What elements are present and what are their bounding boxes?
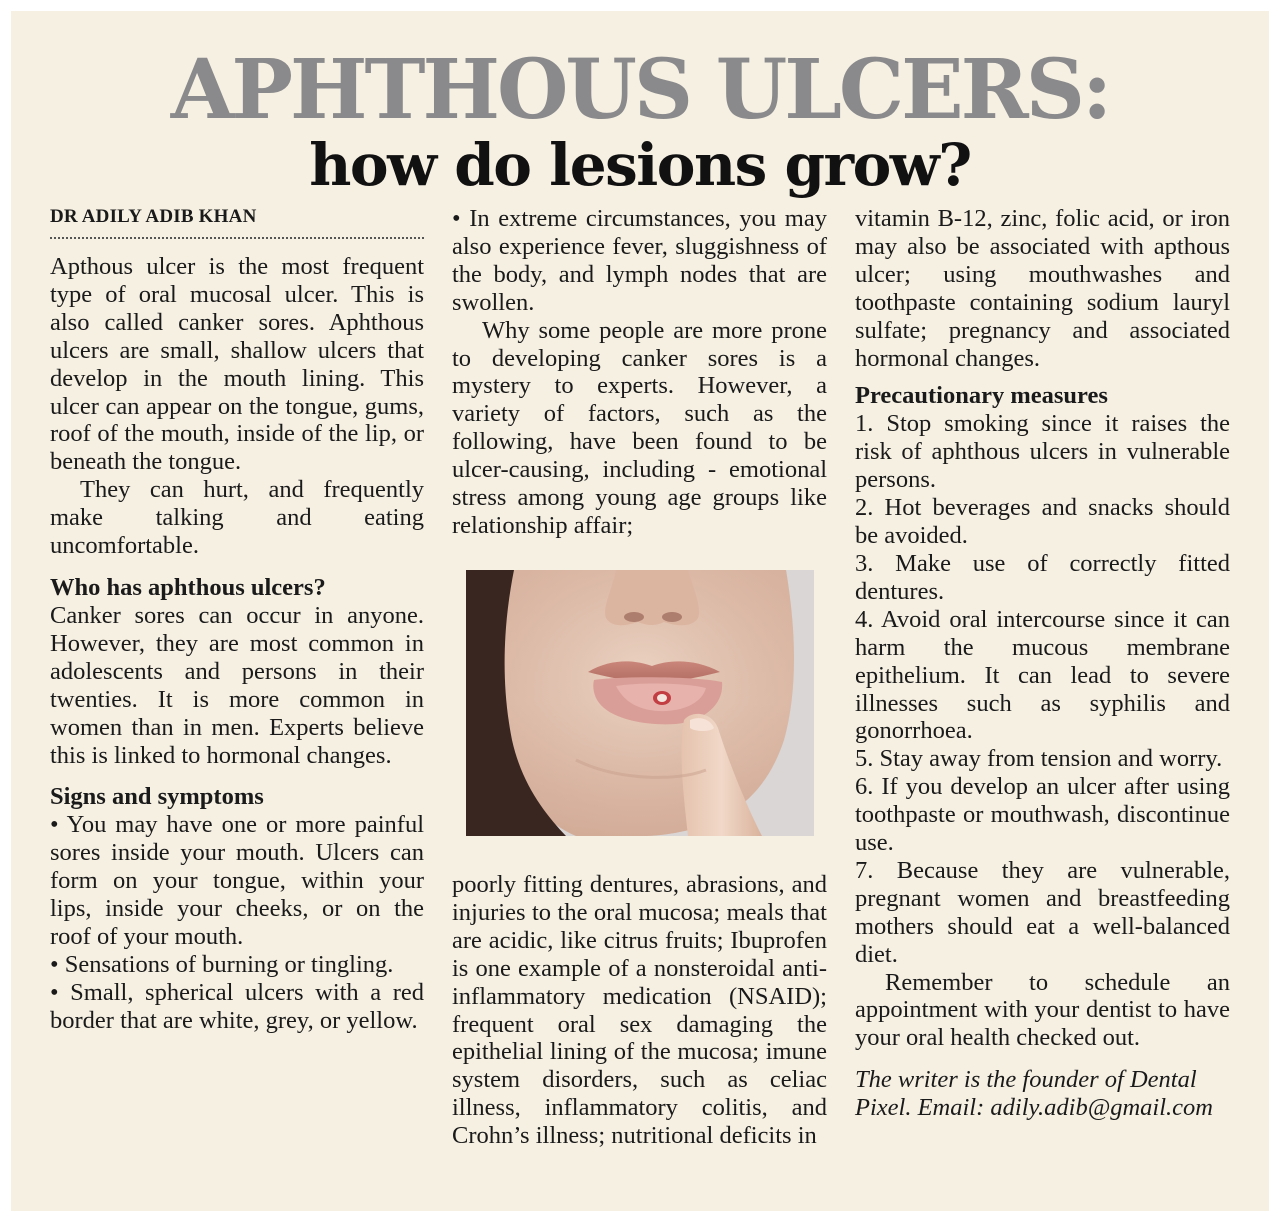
byline-divider (50, 237, 424, 239)
column-1 (50, 205, 424, 1035)
section-heading-who: Who has aphthous ulcers? (50, 573, 326, 601)
precaution-item: 4. Avoid oral intercourse since it can harm the mucous membrane epithelium. It can lead to severe illnesses such as syphilis and gonorrhoea. (855, 605, 1230, 745)
precaution-item: 6. If you develop an ulcer after using toothpaste or mouthwash, discontinue use. (855, 773, 1230, 857)
precaution-item: 2. Hot beverages and snacks should be avoided. (855, 494, 1230, 550)
author-credit: The writer is the founder of Dental Pixel. Email: adily.adib@gmail.com (855, 1066, 1213, 1122)
subheadline: how do lesions grow? (309, 131, 971, 199)
who-paragraph: Canker sores can occur in anyone. However, they are most common in adolescents and persons in their twenties. It is more common in women than in men. Experts believe this is linked to hormonal changes. (50, 601, 424, 769)
section-heading-signs: Signs and symptoms (50, 783, 264, 811)
causes-paragraph: poorly fitting dentures, abrasions, and injuries to the oral mucosa; meals that are acidic, like citrus fruits; Ibuprofen is one example of a nonsteroidal anti-inflammatory medication (NSAID); frequent oral sex damaging the epithelial lining of the mucosa; imune system disorders, such as celiac illness, inflammatory colitis, and Crohn’s illness; nutritional deficits in (452, 871, 827, 1150)
precaution-item: 3. Make use of correctly fitted dentures. (855, 549, 1230, 605)
byline: DR ADILY ADIB KHAN (50, 206, 257, 227)
closing-paragraph: Remember to schedule an appointment with your dentist to have your oral health checked out. (855, 968, 1230, 1052)
column-2-top (452, 205, 827, 540)
precaution-item: 7. Because they are vulnerable, pregnant women and breastfeeding mothers should eat a well-balanced diet. (855, 856, 1230, 968)
causes-paragraph: Why some people are more prone to developing canker sores is a mystery to experts. However, a variety of factors, such as the following, have been found to be ulcer-causing, including - emotional stress among young age groups like relationship affair; (452, 316, 827, 539)
column-3 (855, 205, 1230, 1122)
headline: APHTHOUS ULCERS: (170, 42, 1110, 138)
intro-paragraph: Apthous ulcer is the most frequent type of oral mucosal ulcer. This is also called canker sores. Aphthous ulcers are small, shallow ulcers that develop in the mouth lining. This ulcer can appear on the tongue, gums, roof of the mouth, inside of the lip, or beneath the tongue. (50, 253, 424, 476)
symptom-item: • You may have one or more painful sores inside your mouth. Ulcers can form on your tongue, within your lips, inside your cheeks, or on the roof of your mouth. (50, 811, 424, 951)
section-heading-precautions: Precautionary measures (855, 382, 1108, 410)
column-2-bottom (452, 871, 827, 1150)
article-page (11, 11, 1269, 1211)
symptom-item: • Sensations of burning or tingling. (50, 950, 394, 978)
lip-ulcer-photo-illustration (466, 570, 814, 836)
article-photo (466, 570, 814, 836)
causes-paragraph: vitamin B-12, zinc, folic acid, or iron may also be associated with apthous ulcer; using mouthwashes and toothpaste containing sodium lauryl sulfate; pregnancy and associated hormonal changes. (855, 205, 1230, 372)
intro-paragraph: They can hurt, and frequently make talking and eating uncomfortable. (50, 476, 424, 560)
symptom-item: • Small, spherical ulcers with a red border that are white, grey, or yellow. (50, 978, 424, 1034)
precaution-item: 5. Stay away from tension and worry. (855, 745, 1223, 773)
precaution-item: 1. Stop smoking since it raises the risk of aphthous ulcers in vulnerable persons. (855, 410, 1230, 494)
symptom-item: • In extreme circumstances, you may also experience fever, sluggishness of the body, and lymph nodes that are swollen. (452, 205, 827, 316)
